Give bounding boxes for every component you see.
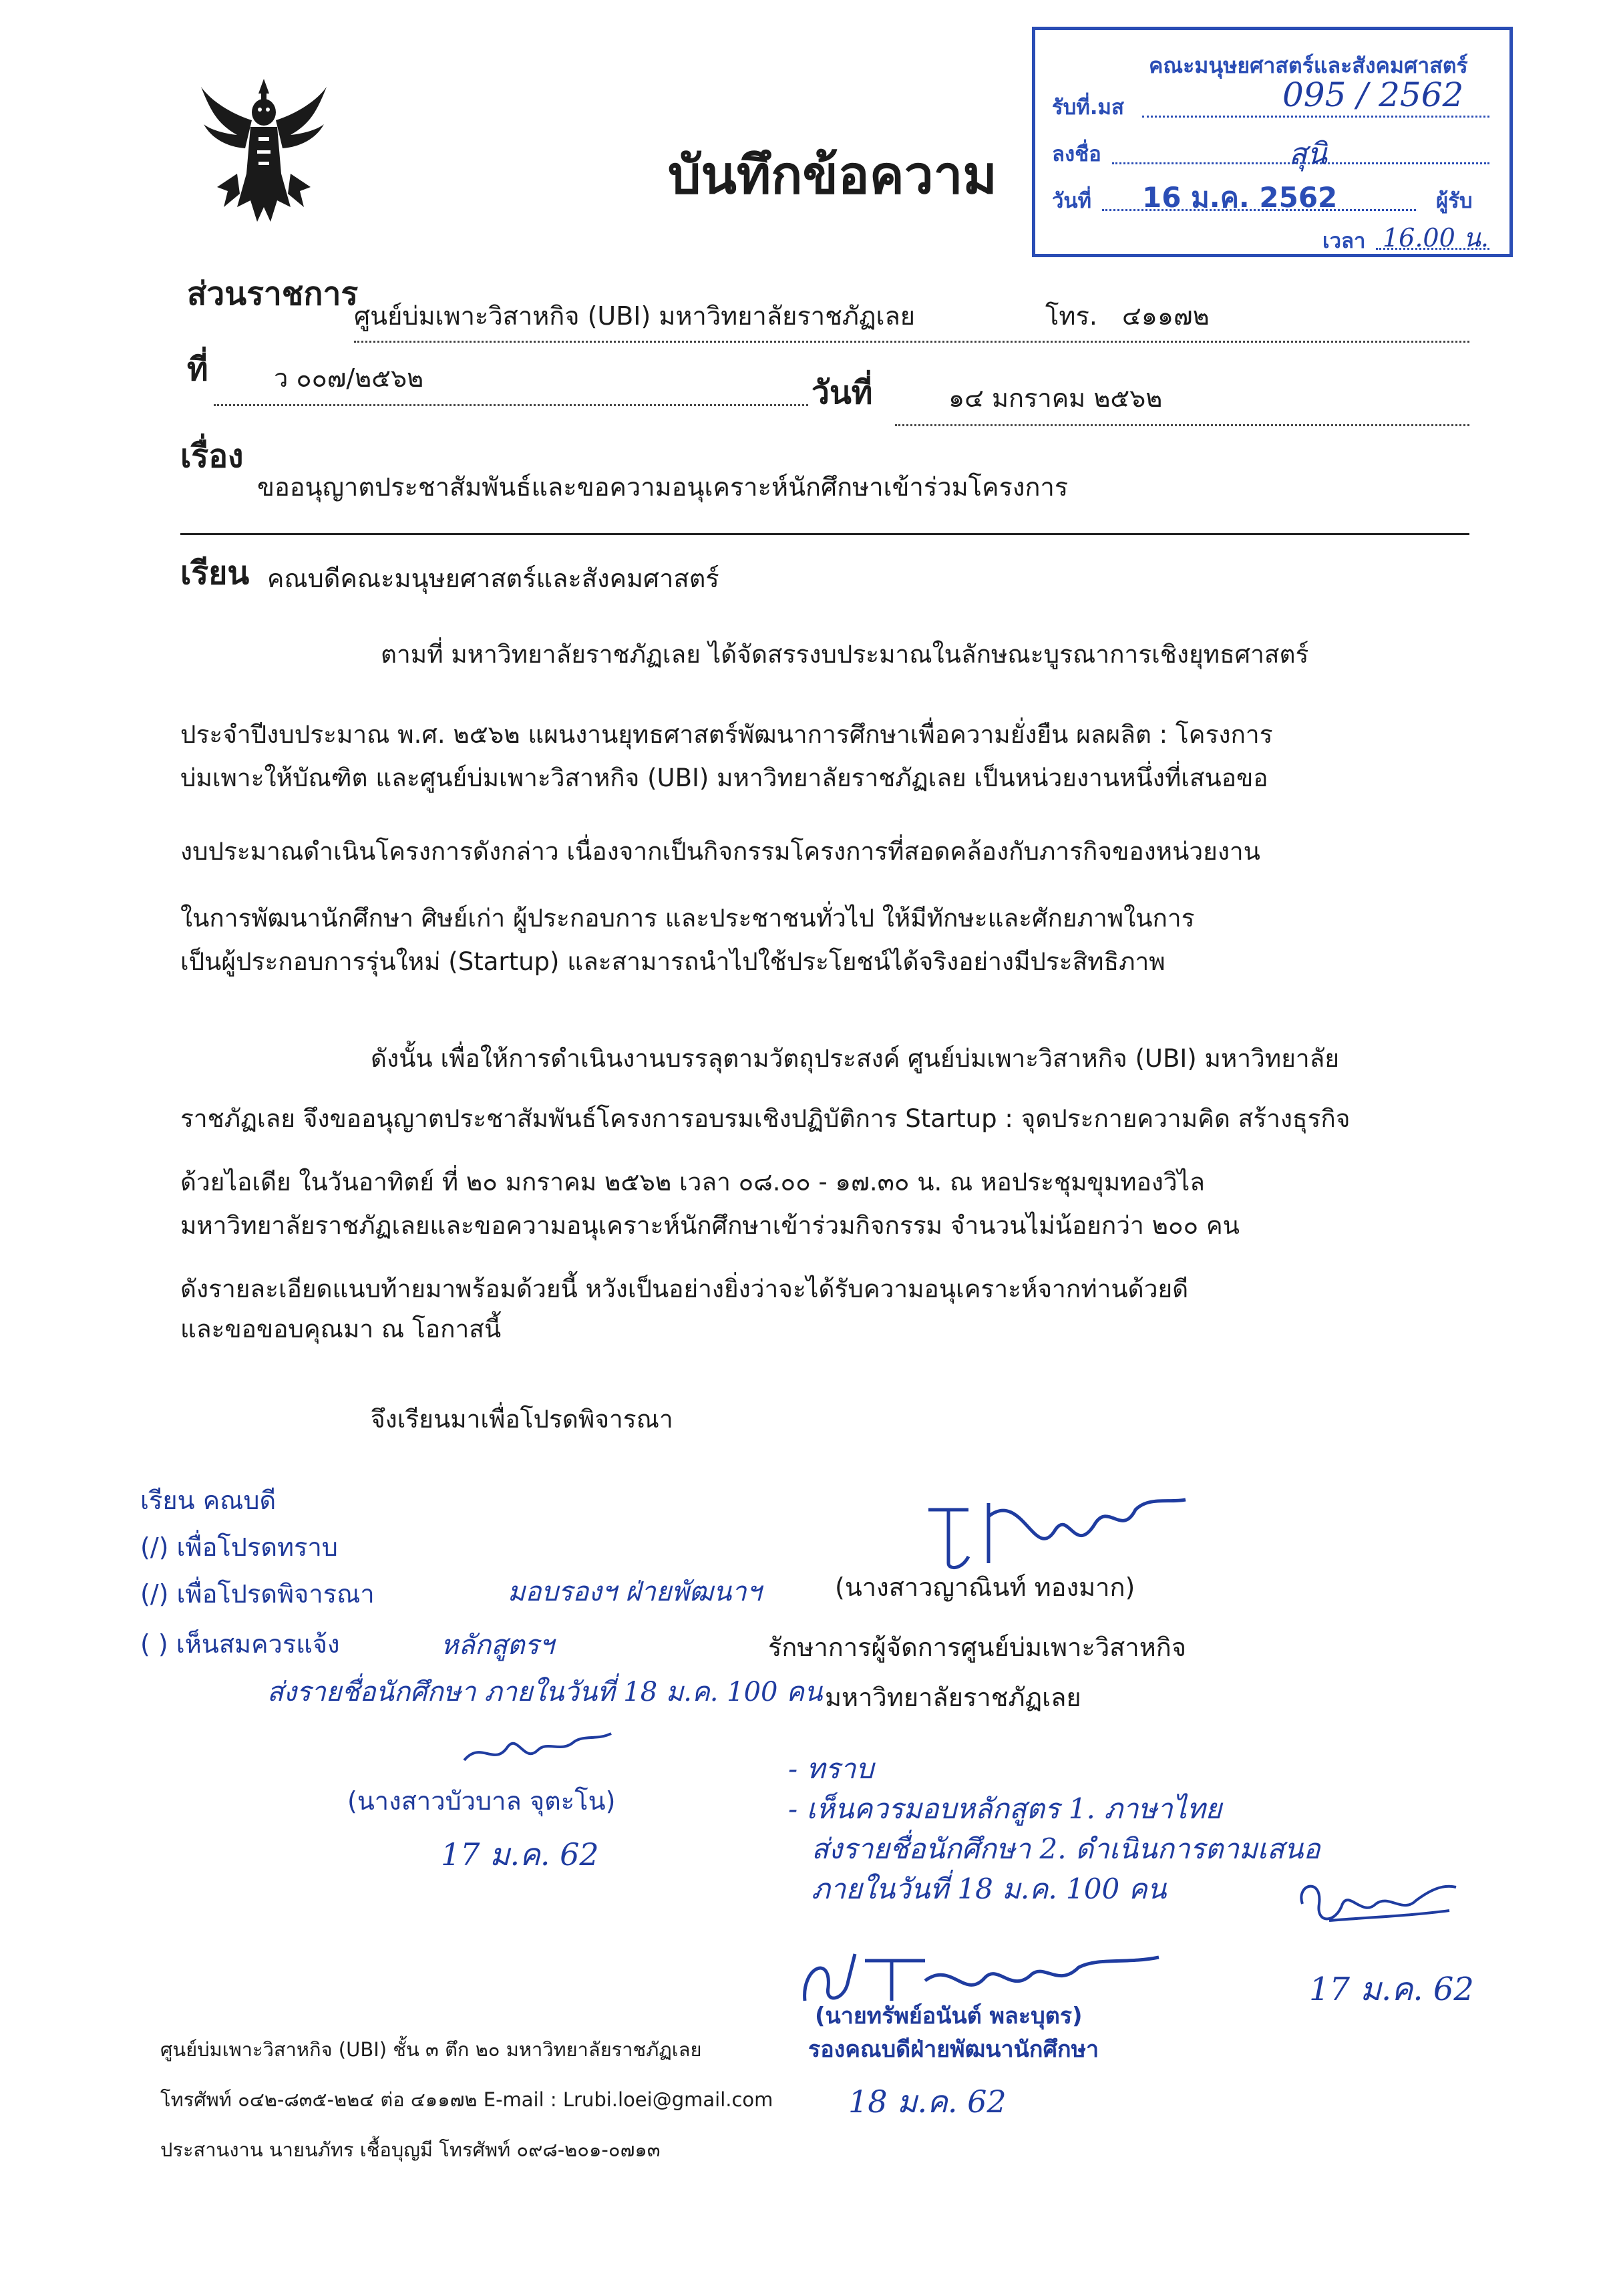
stamp-time-value: 16.00 น. [1383,223,1489,253]
stamp-receive-value: 095 / 2562 [1282,75,1464,114]
signer-position: รักษาการผู้จัดการศูนย์บ่มเพาะวิสาหกิจ [768,1633,1187,1662]
page-title: บันทึกข้อความ [668,146,997,206]
para1-line5: ในการพัฒนานักศึกษา ศิษย์เก่า ผู้ประกอบการ และประชาชนทั่วไป ให้มีทักษะและศักยภาพในการ [180,904,1195,933]
para2-line1: ดังนั้น เพื่อให้การดำเนินงานบรรลุตามวัตถุประสงค์ ศูนย์บ่มเพาะวิสาหกิจ (UBI) มหาวิทยาลัย [371,1044,1340,1073]
reviewer-date: 17 ม.ค. 62 [441,1836,599,1872]
routing-opt1: (/) เพื่อโปรดทราบ [140,1532,338,1562]
phone-label: โทร. [1045,301,1097,331]
routing-note1: มอบรองฯ ฝ่ายพัฒนาฯ [508,1577,762,1607]
para2-line3: ด้วยไอเดีย ในวันอาทิตย์ ที่ ๒๐ มกราคม ๒๕๖๒ เวลา ๐๘.๐๐ - ๑๗.๓๐ น. ณ หอประชุมขุมทองวิไล [180,1168,1205,1196]
deputy-note4: ภายในวันที่ 18 ม.ค. 100 คน [812,1872,1167,1905]
stamp-receive-label: รับที่.มส [1052,96,1124,120]
stamp-date-value: 16 ม.ค. 2562 [1142,181,1338,214]
dean-signature [1289,1864,1463,1937]
para2-line2: ราชภัฏเลย จึงขออนุญาตประชาสัมพันธ์โครงการอบรมเชิงปฏิบัติการ Startup : จุดประกายความคิด สร้างธุรกิจ [180,1104,1351,1133]
para2-line4: มหาวิทยาลัยราชภัฏเลยและขอความอนุเคราะห์นักศึกษาเข้าร่วมกิจกรรม จำนวนไม่น้อยกว่า ๒๐๐ คน [180,1211,1240,1240]
footer-line3: ประสานงาน นายนภัทร เชื้อบุญมี โทรศัพท์ ๐๙๘-๒๐๑-๐๗๑๓ [160,2138,661,2161]
doc-no-value: ว ๐๐๗/๒๕๖๒ [274,363,424,393]
closing-line: จึงเรียนมาเพื่อโปรดพิจารณา [371,1405,673,1434]
reviewer-name: (นางสาวบัวบาล จุตะโน) [347,1786,616,1816]
agency-label: ส่วนราชการ [187,275,359,313]
routing-note3: ส่งรายชื่อนักศึกษา ภายในวันที่ 18 ม.ค. 100 คน [267,1677,823,1707]
phone-value: ๔๑๑๗๒ [1122,301,1210,331]
signer-org: มหาวิทยาลัยราชภัฏเลย [825,1683,1081,1712]
deputy-note1: - ทราบ [788,1752,874,1785]
stamp-date-label: วันที่ [1052,189,1092,213]
para2-line6: และขอขอบคุณมา ณ โอกาสนี้ [180,1315,502,1343]
doc-no-label: ที่ [187,351,208,388]
stamp-time-label: เวลา [1322,229,1366,253]
footer-line2: โทรศัพท์ ๐๔๒-๘๓๕-๒๒๔ ต่อ ๔๑๑๗๒ E-mail : Lrubi.loei@gmail.com [160,2088,773,2111]
garuda-emblem [197,73,331,230]
stamp-org: คณะมนุษยศาสตร์และสังคมศาสตร์ [1149,53,1468,78]
para1-line4: งบประมาณดำเนินโครงการดังกล่าว เนื่องจากเป็นกิจกรรมโครงการที่สอดคล้องกับภารกิจของหน่วยงาน [180,837,1260,866]
stamp-receiver-label: ผู้รับ [1436,189,1473,213]
deputy-name: (นายทรัพย์อนันต์ พละบุตร) [815,2003,1083,2029]
deputy-note2: - เห็นควรมอบหลักสูตร 1. ภาษาไทย [788,1792,1222,1825]
signer-name: (นางสาวญาณินท์ ทองมาก) [835,1573,1135,1602]
doc-date-value: ๑๔ มกราคม ๒๕๖๒ [948,383,1163,413]
routing-note2: หลักสูตรฯ [441,1630,554,1661]
deputy-date: 18 ม.ค. 62 [848,2084,1007,2120]
para1-line3: บ่มเพาะให้บัณฑิต และศูนย์บ่มเพาะวิสาหกิจ (UBI) มหาวิทยาลัยราชภัฏเลย เป็นหน่วยงานหนึ่งที่เสนอขอ [180,764,1268,792]
agency-value: ศูนย์บ่มเพาะวิสาหกิจ (UBI) มหาวิทยาลัยราชภัฏเลย [354,301,916,331]
signer-signature [922,1490,1189,1577]
subject-label: เรื่อง [180,438,244,475]
stamp-sign-label: ลงชื่อ [1052,142,1101,166]
doc-date-label: วันที่ [812,374,873,412]
subject-divider [180,533,1469,535]
para1-line6: เป็นผู้ประกอบการรุ่นใหม่ (Startup) และสามารถนำไปใช้ประโยชน์ได้จริงอย่างมีประสิทธิภาพ [180,947,1166,976]
routing-opt2: (/) เพื่อโปรดพิจารณา [140,1579,375,1609]
para2-line5: ดังรายละเอียดแนบท้ายมาพร้อมด้วยนี้ หวังเป็นอย่างยิ่งว่าจะได้รับความอนุเคราะห์จากท่านด้วยดี [180,1275,1189,1303]
to-label: เรียน [180,554,250,592]
deputy-position: รองคณบดีฝ่ายพัฒนานักศึกษา [808,2036,1099,2063]
footer-line1: ศูนย์บ่มเพาะวิสาหกิจ (UBI) ชั้น ๓ ตึก ๒๐ มหาวิทยาลัยราชภัฏเลย [160,2038,702,2061]
deputy-note3: ส่งรายชื่อนักศึกษา 2. ดำเนินการตามเสนอ [812,1832,1320,1865]
para1-line1: ตามที่ มหาวิทยาลัยราชภัฏเลย ได้จัดสรรงบประมาณในลักษณะบูรณาการเชิงยุทธศาสตร์ [381,640,1309,669]
routing-to: เรียน คณบดี [140,1486,277,1515]
routing-opt3: ( ) เห็นสมควรแจ้ง [140,1629,340,1659]
receipt-stamp [1032,27,1513,257]
dean-date: 17 ม.ค. 62 [1309,1971,1474,2008]
to-value: คณบดีคณะมนุษยศาสตร์และสังคมศาสตร์ [267,564,719,593]
subject-value: ขออนุญาตประชาสัมพันธ์และขอความอนุเคราะห์นักศึกษาเข้าร่วมโครงการ [257,472,1069,502]
para1-line2: ประจำปีงบประมาณ พ.ศ. ๒๕๖๒ แผนงานยุทธศาสตร์พัฒนาการศึกษาเพื่อความยั่งยืน ผลผลิต : โครงการ [180,720,1273,749]
stamp-sign-value: สุนิ [1289,137,1327,171]
reviewer-signature [461,1727,614,1774]
